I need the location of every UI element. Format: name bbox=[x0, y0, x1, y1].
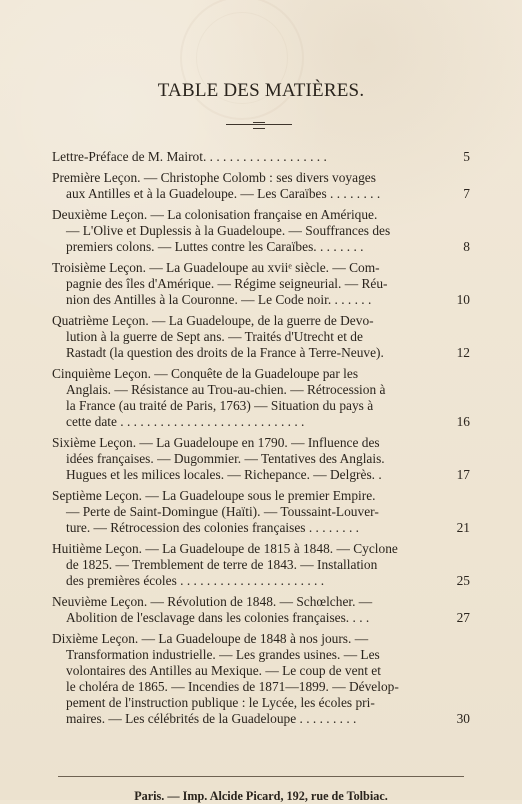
toc-line: la France (au traité de Paris, 1763) — Situation du pays à bbox=[66, 398, 374, 413]
toc-line: Neuvième Leçon. — Révolution de 1848. — Schœlcher. — bbox=[52, 594, 373, 609]
title-ornament bbox=[226, 121, 292, 129]
toc-line: Sixième Leçon. — La Guadeloupe en 1790. — Influence des bbox=[52, 435, 380, 450]
table-of-contents bbox=[52, 149, 470, 732]
toc-entry-6 bbox=[52, 366, 470, 430]
toc-line: Dixième Leçon. — La Guadeloupe de 1848 à nos jours. — bbox=[52, 631, 369, 646]
toc-line: des premières écoles . . . . . . . . . . . . . . . . . . . . . . bbox=[66, 573, 325, 588]
page-number: 21 bbox=[456, 520, 470, 535]
toc-entry-4 bbox=[52, 260, 470, 308]
toc-line: Anglais. — Résistance au Trou-au-chien. — Rétrocession à bbox=[66, 382, 386, 397]
toc-entry-11 bbox=[52, 631, 470, 727]
embossed-seal bbox=[180, 0, 304, 120]
toc-entry-8 bbox=[52, 488, 470, 536]
page-number: 7 bbox=[463, 186, 470, 201]
toc-line: Rastadt (la question des droits de la France à Terre-Neuve). bbox=[66, 345, 384, 360]
toc-line: Troisième Leçon. — La Guadeloupe au xviiᵉ siècle. — Com- bbox=[52, 260, 380, 275]
toc-entry-2 bbox=[52, 170, 470, 202]
page-title: TABLE DES MATIÈRES. bbox=[157, 80, 365, 101]
toc-entry-9 bbox=[52, 541, 470, 589]
toc-line: de 1825. — Tremblement de terre de 1843. — Installation bbox=[66, 557, 378, 572]
page-number: 27 bbox=[456, 610, 470, 625]
toc-line: — L'Olive et Duplessis à la Guadeloupe. — Souffrances des bbox=[66, 223, 391, 238]
toc-line: Première Leçon. — Christophe Colomb : ses divers voyages bbox=[52, 170, 376, 185]
toc-entry-1 bbox=[52, 149, 470, 165]
toc-line: ture. — Rétrocession des colonies françaises . . . . . . . . bbox=[66, 520, 360, 535]
toc-line: volontaires des Antilles au Mexique. — Le coup de vent et bbox=[66, 663, 381, 678]
toc-line: lution à la guerre de Sept ans. — Traités d'Utrecht et de bbox=[66, 329, 363, 344]
toc-entry-3 bbox=[52, 207, 470, 255]
toc-line: pagnie des îles d'Amérique. — Régime seigneurial. — Réu- bbox=[66, 276, 388, 291]
toc-line: nion des Antilles à la Couronne. — Le Code noir. . . . . . . bbox=[66, 292, 372, 307]
toc-line: idées françaises. — Dugommier. — Tentatives des Anglais. bbox=[66, 451, 385, 466]
toc-line: le choléra de 1865. — Incendies de 1871—1899. — Dévelop- bbox=[66, 679, 399, 694]
page-number: 10 bbox=[456, 292, 470, 307]
toc-line: Septième Leçon. — La Guadeloupe sous le premier Empire. bbox=[52, 488, 376, 503]
printer-footer: Paris. — Imp. Alcide Picard, 192, rue de Tolbiac. bbox=[134, 789, 388, 803]
toc-line: Abolition de l'esclavage dans les colonies françaises. . . . bbox=[66, 610, 370, 625]
toc-entry-7 bbox=[52, 435, 470, 483]
toc-line: maires. — Les célébrités de la Guadeloupe . . . . . . . . . bbox=[66, 711, 357, 726]
toc-line: Quatrième Leçon. — La Guadeloupe, de la guerre de Devo- bbox=[52, 313, 374, 328]
toc-line: Deuxième Leçon. — La colonisation française en Amérique. bbox=[52, 207, 378, 222]
toc-line: Lettre-Préface de M. Mairot. . . . . . . . . . . . . . . . . . . bbox=[52, 149, 327, 164]
footer-divider bbox=[58, 776, 464, 777]
toc-line: Hugues et les milices locales. — Richepance. — Delgrès. . bbox=[66, 467, 382, 482]
page-number: 17 bbox=[456, 467, 470, 482]
toc-line: Transformation industrielle. — Les grandes usines. — Les bbox=[66, 647, 380, 662]
toc-line: — Perte de Saint-Domingue (Haïti). — Toussaint-Louver- bbox=[66, 504, 379, 519]
toc-entry-10 bbox=[52, 594, 470, 626]
toc-line: aux Antilles et à la Guadeloupe. — Les Caraïbes . . . . . . . . bbox=[66, 186, 381, 201]
toc-line: premiers colons. — Luttes contre les Caraïbes. . . . . . . . bbox=[66, 239, 364, 254]
toc-line: cette date . . . . . . . . . . . . . . . . . . . . . . . . . . . . bbox=[66, 414, 305, 429]
page-number: 25 bbox=[456, 573, 470, 588]
page-number: 5 bbox=[463, 149, 470, 164]
page-number: 16 bbox=[456, 414, 470, 429]
page-number: 12 bbox=[456, 345, 470, 360]
page-number: 8 bbox=[463, 239, 470, 254]
page-number: 30 bbox=[456, 711, 470, 726]
toc-entry-5 bbox=[52, 313, 470, 361]
toc-line: Huitième Leçon. — La Guadeloupe de 1815 à 1848. — Cyclone bbox=[52, 541, 398, 556]
toc-line: Cinquième Leçon. — Conquête de la Guadeloupe par les bbox=[52, 366, 359, 381]
toc-line: pement de l'instruction publique : le Lycée, les écoles pri- bbox=[66, 695, 375, 710]
